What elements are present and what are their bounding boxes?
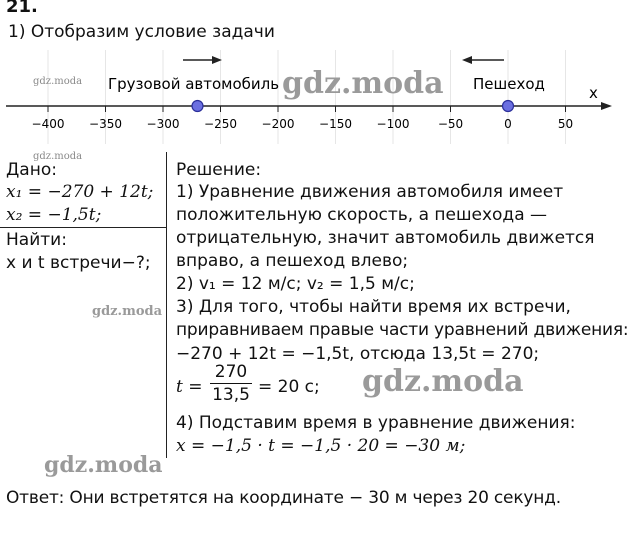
watermark-big-1: gdz.moda: [282, 66, 444, 101]
tick-label: −350: [89, 117, 122, 131]
tick-label: −50: [437, 117, 464, 131]
solution-line-10: x = −1,5 · t = −1,5 · 20 = −30 м;: [176, 436, 466, 456]
truck-label: Грузовой автомобиль: [108, 75, 280, 93]
watermark-big-2: gdz.moda: [362, 364, 524, 399]
solution-header: Решение:: [176, 160, 262, 180]
solution-line-4: вправо, а пешеход влево;: [176, 251, 409, 271]
axis-ticks: [32, 106, 574, 131]
tick-label: −250: [204, 117, 237, 131]
truck-point: [192, 101, 203, 112]
x-axis-label: x: [589, 84, 598, 102]
solution-line-1: 1) Уравнение движения автомобиля имеет: [176, 182, 564, 202]
watermark-small-2: gdz.moda: [33, 151, 83, 162]
fraction-prefix: t =: [176, 377, 203, 397]
tick-label: −100: [376, 117, 410, 131]
solution-line-6: 3) Для того, чтобы найти время их встречи,: [176, 297, 571, 317]
find-header: Найти:: [6, 230, 67, 250]
tick-label: −400: [31, 117, 65, 131]
fraction-bar: [210, 383, 252, 384]
solution-line-5: 2) v₁ = 12 м/с; v₂ = 1,5 м/с;: [176, 274, 415, 294]
solution-line-9: 4) Подставим время в уравнение движения:: [176, 413, 576, 433]
solution-line-8: −270 + 12t = −1,5t, отсюда 13,5t = 270;: [176, 344, 540, 364]
solution-line-3: отрицательную, значит автомобиль движется: [176, 228, 595, 248]
step1-title: 1) Отобразим условие задачи: [8, 22, 275, 42]
tick-label: 50: [557, 117, 574, 131]
given-header: Дано:: [6, 160, 57, 180]
tick-label: −150: [319, 117, 352, 131]
tick-label: −300: [146, 117, 180, 131]
watermark-bottom: gdz.moda: [44, 452, 163, 478]
watermark-small-1: gdz.moda: [33, 76, 83, 87]
fraction-result: = 20 с;: [258, 377, 320, 397]
fraction-numerator: 270: [214, 362, 248, 382]
pedestrian-arrow-head: [462, 56, 472, 64]
given-divider-vertical: [166, 152, 167, 458]
given-divider-horizontal: [0, 227, 167, 228]
fraction-denominator: 13,5: [212, 385, 250, 405]
given-line-2: x₂ = −1,5t;: [6, 205, 102, 225]
x-axis-arrowhead: [601, 102, 612, 110]
pedestrian-point: [503, 101, 514, 112]
watermark-mid: gdz.moda: [92, 304, 163, 319]
solution-line-2: положительную скорость, а пешехода —: [176, 205, 548, 225]
answer-text: Ответ: Они встретятся на координате − 30 м через 20 секунд.: [6, 488, 561, 508]
problem-number: 21.: [6, 0, 38, 17]
find-text: x и t встречи−?;: [6, 253, 151, 273]
solution-line-7: приравниваем правые части уравнений движения:: [176, 320, 629, 340]
tick-label: 0: [504, 117, 512, 131]
pedestrian-label: Пешеход: [473, 75, 545, 93]
tick-label: −200: [261, 117, 295, 131]
given-line-1: x₁ = −270 + 12t;: [6, 182, 154, 202]
fraction: [210, 362, 252, 405]
